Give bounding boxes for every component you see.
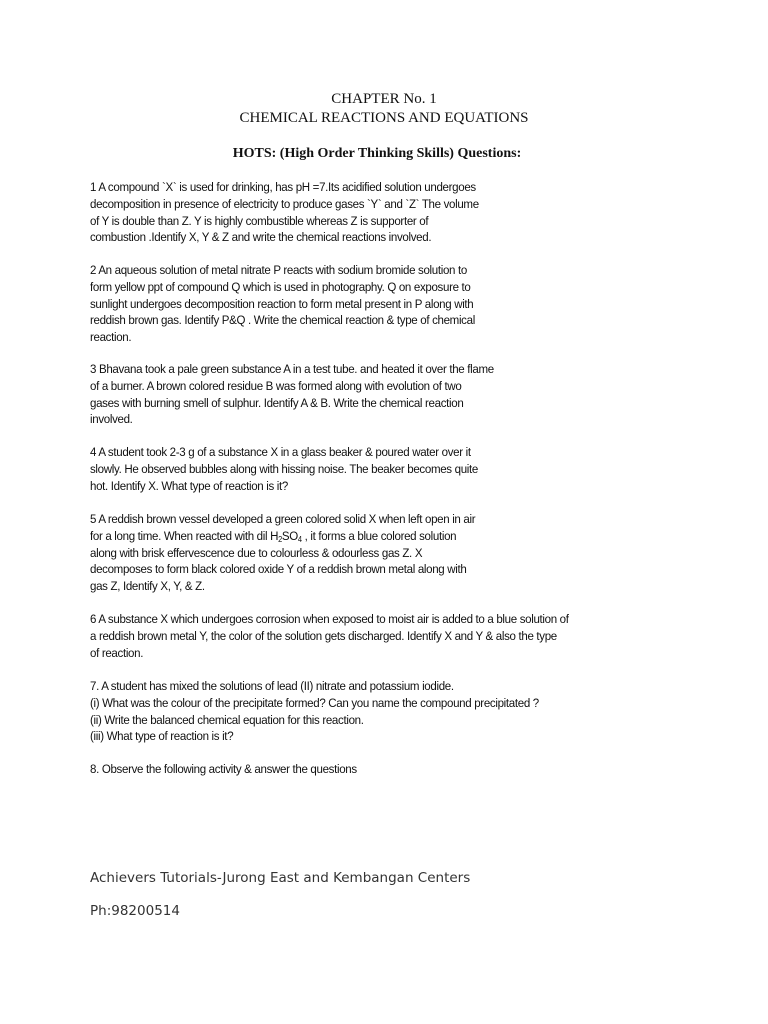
question-line: 3 Bhavana took a pale green substance A in a test tube. and heated it over the flame xyxy=(90,362,494,376)
question-line: (ii) Write the balanced chemical equation for this reaction. xyxy=(90,712,364,727)
subscript: 4 xyxy=(297,534,302,544)
question-7 xyxy=(90,678,648,745)
question-line: gas Z, Identify X, Y, & Z. xyxy=(90,579,205,594)
question-line: (i) What was the colour of the precipitate formed? Can you name the compound precipitated ? xyxy=(90,695,539,710)
subscript: 2 xyxy=(278,534,282,544)
question-line: 2 An aqueous solution of metal nitrate P reacts with sodium bromide solution to xyxy=(90,263,467,277)
question-line: (iii) What type of reaction is it? xyxy=(90,729,234,744)
text-segment: for a long time. When reacted with dil H xyxy=(90,528,279,543)
question-line: combustion .Identify X, Y & Z and write the chemical reactions involved. xyxy=(90,230,432,245)
section-heading: HOTS: (High Order Thinking Skills) Questions: xyxy=(232,146,522,161)
question-line: along with brisk effervescence due to colourless & odourless gas Z. X xyxy=(90,545,423,560)
question-line: a reddish brown metal Y, the color of the solution gets discharged. Identify X and Y & also the type xyxy=(90,628,557,643)
question-line: hot. Identify X. What type of reaction is it? xyxy=(90,478,289,493)
question-line: reddish brown gas. Identify P&Q . Write the chemical reaction & type of chemical xyxy=(90,313,475,328)
question-line: 8. Observe the following activity & answer the questions xyxy=(90,762,357,776)
question-4 xyxy=(90,444,648,494)
question-line: of Y is double than Z. Y is highly combustible whereas Z is supporter of xyxy=(90,213,429,228)
footer-center-name: Achievers Tutorials-Jurong East and Kembangan Centers xyxy=(90,870,471,886)
question-line: slowly. He observed bubbles along with hissing noise. The beaker becomes quite xyxy=(90,461,478,476)
question-line xyxy=(90,528,648,545)
question-line: 7. A student has mixed the solutions of lead (II) nitrate and potassium iodide. xyxy=(90,679,454,693)
text-segment: , it forms a blue colored solution xyxy=(301,528,457,543)
question-line: 5 A reddish brown vessel developed a green colored solid X when left open in air xyxy=(90,512,476,526)
footer-phone: Ph:98200514 xyxy=(90,903,180,919)
question-line: gases with burning smell of sulphur. Identify A & B. Write the chemical reaction xyxy=(90,395,464,410)
question-line: form yellow ppt of compound Q which is used in photography. Q on exposure to xyxy=(90,279,471,294)
question-3 xyxy=(90,361,648,428)
question-1 xyxy=(90,179,648,246)
question-6 xyxy=(90,611,648,661)
question-line: of reaction. xyxy=(90,645,144,660)
question-line: sunlight undergoes decomposition reaction to form metal present in P along with xyxy=(90,296,474,311)
question-line: 4 A student took 2-3 g of a substance X in a glass beaker & poured water over it xyxy=(90,445,471,459)
chapter-number: CHAPTER No. 1 xyxy=(331,91,437,107)
question-line: 1 A compound `X` is used for drinking, has pH =7.Its acidified solution undergoes xyxy=(90,180,476,194)
question-8 xyxy=(90,761,648,778)
question-line: decomposition in presence of electricity to produce gases `Y` and `Z` The volume xyxy=(90,196,479,211)
question-line: of a burner. A brown colored residue B was formed along with evolution of two xyxy=(90,378,462,393)
question-line: reaction. xyxy=(90,330,132,345)
question-2 xyxy=(90,262,648,346)
question-5 xyxy=(90,511,648,595)
question-line: involved. xyxy=(90,412,133,427)
text-segment: SO xyxy=(281,528,298,543)
question-line: decomposes to form black colored oxide Y of a reddish brown metal along with xyxy=(90,562,467,577)
question-line: 6 A substance X which undergoes corrosion when exposed to moist air is added to a blue solution of xyxy=(90,612,569,626)
chapter-title: CHEMICAL REACTIONS AND EQUATIONS xyxy=(239,110,529,126)
